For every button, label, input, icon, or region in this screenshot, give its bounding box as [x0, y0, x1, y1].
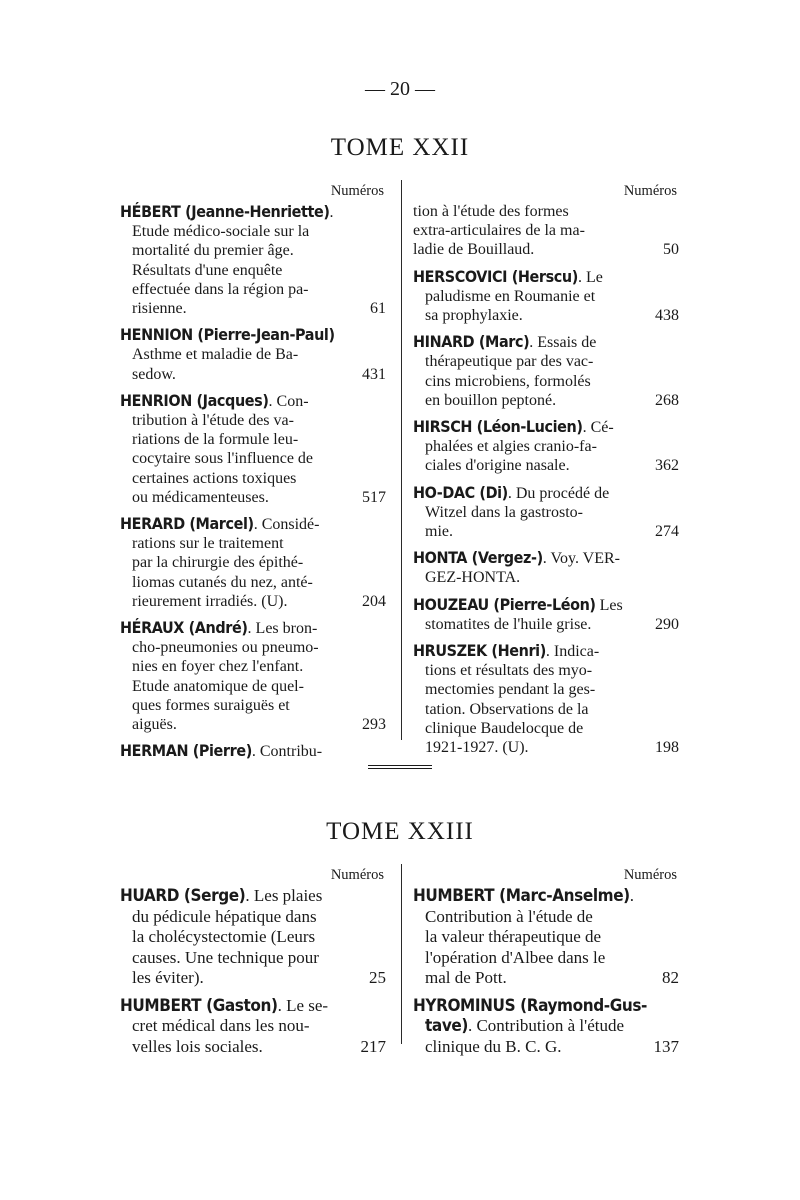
entry-line: [120, 618, 388, 638]
entry-text: (Serge). Les plaies: [179, 886, 323, 906]
entry-line: [413, 996, 681, 1017]
entry-text: (Di). Du procédé de: [474, 482, 610, 502]
entry-line: [120, 657, 388, 676]
left-column: [120, 180, 388, 768]
entry-line: [413, 927, 681, 948]
entry-text: (Herscu). Le: [507, 266, 603, 286]
index-entry: [120, 514, 388, 611]
author-name: HÉRAUX: [120, 618, 185, 638]
index-entry: [120, 741, 388, 761]
entry-text: ladie de Bouillaud.: [413, 241, 535, 259]
entry-text: (Vergez-). Voy. VER-: [467, 548, 620, 568]
entry-list: [413, 202, 681, 757]
entry-text: ciales d'origine nasale.: [425, 457, 570, 475]
entry-number: 198: [655, 739, 679, 757]
index-entry: [120, 886, 388, 989]
entry-line: [120, 638, 388, 657]
entry-line: [413, 1016, 681, 1037]
index-entry: [413, 548, 681, 587]
entry-line: [120, 573, 388, 592]
index-entry: [413, 996, 681, 1058]
entry-text: risienne.: [132, 300, 187, 318]
entry-line: [413, 267, 681, 287]
entry-line: [413, 700, 681, 719]
entry-line: [413, 680, 681, 699]
entry-line: [413, 568, 681, 587]
entry-line: [120, 430, 388, 449]
entry-number: 50: [663, 241, 679, 259]
section-rule: [368, 765, 432, 766]
entry-line: [120, 948, 388, 969]
author-name: HONTA: [413, 548, 468, 568]
entry-number: 204: [362, 592, 386, 610]
entry-line: [120, 365, 388, 384]
entry-text: (Raymond-Gus-: [515, 995, 647, 1016]
entry-line: [120, 280, 388, 299]
entry-text: sedow.: [132, 365, 176, 383]
entry-list: [120, 886, 388, 1057]
entry-text: (Marcel). Considé-: [184, 514, 320, 534]
entry-text: Asthme et maladie de Ba-: [132, 346, 299, 364]
entry-number: 217: [360, 1036, 386, 1056]
entry-line: [120, 886, 388, 907]
entry-text: mectomies pendant la ges-: [425, 681, 596, 699]
entry-line: [413, 968, 681, 989]
entry-text: tion à l'étude des formes: [413, 203, 569, 220]
entry-text: clinique du B. C. G.: [425, 1036, 562, 1056]
entry-line: [413, 615, 681, 634]
entry-line: [120, 514, 388, 534]
entry-text: nies en foyer chez l'enfant.: [132, 658, 304, 676]
entry-line: [120, 927, 388, 948]
entry-text: ou médicamenteuses.: [132, 488, 269, 506]
entry-line: [413, 948, 681, 969]
entry-text: liomas cutanés du nez, anté-: [132, 573, 313, 591]
entry-text: sa prophylaxie.: [425, 307, 523, 325]
column-header: Numéros: [330, 867, 384, 883]
index-entry: [413, 483, 681, 542]
entry-text: mie.: [425, 523, 453, 541]
entry-text: GEZ-HONTA.: [425, 569, 521, 587]
entry-number: 274: [655, 523, 679, 541]
entry-line: [120, 261, 388, 280]
index-entry: [120, 996, 388, 1058]
entry-line: [120, 741, 388, 761]
entry-line: [120, 411, 388, 430]
index-entry: [413, 595, 681, 634]
author-name: HÉBERT: [120, 202, 181, 221]
entry-line: [413, 306, 681, 325]
author-name: HUARD: [120, 886, 180, 906]
entry-text: tation. Observations de la: [425, 700, 589, 718]
entry-line: [413, 661, 681, 680]
entry-text: aiguës.: [132, 716, 177, 734]
entry-text: riations de la formule leu-: [132, 431, 299, 449]
author-name: HENNION: [120, 325, 193, 345]
entry-line: [120, 696, 388, 715]
index-entry: [413, 641, 681, 757]
entry-text: Etude anatomique de quel-: [132, 677, 304, 695]
entry-line: [120, 553, 388, 572]
entry-text: cocytaire sous l'influence de: [132, 450, 314, 468]
entry-line: [120, 907, 388, 928]
entry-line: [413, 907, 681, 928]
author-name: HERARD: [120, 514, 185, 534]
entry-text: (André). Les bron-: [184, 618, 318, 638]
entry-line: [413, 548, 681, 568]
entry-text: la valeur thérapeutique de: [425, 927, 602, 946]
tome-title: TOME XXII: [330, 134, 470, 161]
index-entry: [413, 886, 681, 989]
entry-line: [120, 715, 388, 734]
author-name: HOUZEAU: [413, 594, 489, 614]
entry-number: 61: [370, 300, 386, 318]
entry-text: cins microbiens, formolés: [425, 372, 591, 390]
entry-text: du pédicule hépatique dans: [132, 906, 317, 926]
entry-text: 1921-1927. (U).: [425, 739, 529, 757]
entry-text: tions et résultats des myo-: [425, 662, 593, 680]
entry-text: (Léon-Lucien). Cé-: [472, 417, 614, 437]
tome-title: TOME XXIII: [326, 818, 474, 845]
author-name: HERSCOVICI: [413, 266, 508, 286]
entry-number: 517: [362, 488, 386, 506]
entry-text: (Marc-Anselme).: [494, 886, 635, 906]
entry-line: [413, 240, 681, 259]
entry-line: [120, 449, 388, 468]
column-header: Numéros: [330, 183, 384, 199]
entry-text: certaines actions toxiques: [132, 469, 297, 487]
entry-text: ques formes suraiguës et: [132, 696, 290, 714]
entry-line: [120, 968, 388, 989]
entry-list: [413, 886, 681, 1057]
column-divider: [401, 180, 402, 740]
index-entry: [413, 267, 681, 326]
index-entry: [120, 391, 388, 507]
entry-line: [413, 372, 681, 391]
index-entry: [413, 202, 681, 260]
column-divider: [401, 864, 402, 1044]
entry-line: [413, 287, 681, 306]
entry-text: clinique Baudelocque de: [425, 719, 584, 737]
author-name: HENRION: [120, 390, 192, 410]
entry-text: (Jacques). Con-: [191, 390, 309, 410]
right-column: [413, 864, 681, 1064]
entry-line: [120, 325, 388, 345]
entry-line: [413, 738, 681, 757]
entry-number: 268: [655, 391, 679, 409]
entry-line: [413, 352, 681, 371]
entry-line: [120, 488, 388, 507]
entry-text: (Jeanne-Henriette).: [180, 202, 334, 221]
entry-line: [413, 221, 681, 240]
entry-text: cret médical dans les nou-: [132, 1016, 310, 1035]
entry-line: [120, 202, 388, 222]
entry-line: [413, 417, 681, 437]
entry-line: [120, 1037, 388, 1058]
entry-text: Witzel dans la gastrosto-: [425, 503, 583, 521]
entry-text: thérapeutique par des vac-: [425, 353, 594, 371]
entry-line: [120, 534, 388, 553]
column-header: Numéros: [623, 183, 677, 199]
entry-number: 82: [662, 968, 679, 987]
entry-text: (Gaston). Le se-: [201, 995, 329, 1016]
entry-text: (Pierre). Contribu-: [188, 741, 323, 761]
author-name: HIRSCH: [413, 417, 473, 437]
author-name: HERMAN: [120, 741, 189, 761]
entry-text: (Henri). Indica-: [486, 641, 600, 661]
entry-text: l'opération d'Albee dans le: [425, 947, 606, 967]
entry-text: effectuée dans la région pa-: [132, 280, 309, 298]
index-entry: [120, 202, 388, 318]
entry-text: paludisme en Roumanie et: [425, 287, 596, 305]
entry-text: tave). Contribution à l'étude: [425, 1016, 625, 1036]
entry-line: [120, 241, 388, 260]
entry-text: extra-articulaires de la ma-: [413, 222, 585, 240]
column-header: Numéros: [623, 867, 677, 883]
entry-line: [120, 592, 388, 611]
entry-line: [413, 391, 681, 410]
entry-text: mortalité du premier âge.: [132, 242, 294, 260]
entry-text: rations sur le traitement: [132, 535, 284, 553]
entry-text: les éviter).: [132, 968, 204, 987]
left-column: [120, 864, 388, 1064]
entry-text: par la chirurgie des épithé-: [132, 554, 304, 572]
entry-line: [120, 469, 388, 488]
entry-text: velles lois sociales.: [132, 1036, 263, 1056]
entry-number: 293: [362, 716, 386, 734]
entry-line: [413, 595, 681, 615]
entry-line: [413, 719, 681, 738]
entry-text: (Marc). Essais de: [474, 332, 597, 352]
entry-text: stomatites de l'huile grise.: [425, 615, 592, 633]
entry-text: causes. Une technique pour: [132, 947, 319, 967]
entry-text: tribution à l'étude des va-: [132, 412, 294, 430]
entry-line: [120, 299, 388, 318]
entry-line: [120, 996, 388, 1017]
author-name: HINARD: [413, 332, 475, 352]
entry-number: 431: [362, 365, 386, 383]
entry-number: 25: [369, 968, 386, 987]
entry-line: [120, 345, 388, 364]
entry-line: [120, 677, 388, 696]
section-rule: [368, 768, 432, 769]
entry-text: Etude médico-sociale sur la: [132, 223, 310, 241]
entry-line: [413, 332, 681, 352]
index-entry: [120, 325, 388, 384]
index-entry: [413, 332, 681, 410]
entry-text: Contribution à l'étude de: [425, 906, 593, 926]
entry-text: cho-pneumonies ou pneumo-: [132, 639, 319, 657]
entry-line: [120, 391, 388, 411]
entry-text: (Pierre-Jean-Paul): [192, 325, 335, 345]
entry-number: 290: [655, 615, 679, 633]
entry-line: [413, 503, 681, 522]
index-entry: [120, 618, 388, 734]
entry-number: 137: [653, 1036, 679, 1056]
entry-text: phalées et algies cranio-fa-: [425, 438, 597, 456]
author-name: HUMBERT: [413, 886, 495, 906]
entry-text: Résultats d'une enquête: [132, 261, 283, 279]
entry-line: [413, 202, 681, 221]
author-name: HO-DAC: [413, 482, 475, 502]
entry-line: [413, 522, 681, 541]
entry-list: [120, 202, 388, 761]
entry-line: [413, 641, 681, 661]
entry-text: rieurement irradiés. (U).: [132, 592, 288, 610]
entry-text: en bouillon peptoné.: [425, 391, 557, 409]
author-name: HUMBERT: [120, 995, 202, 1016]
entry-line: [413, 483, 681, 503]
entry-line: [120, 1016, 388, 1037]
entry-line: [413, 456, 681, 475]
entry-line: [413, 1037, 681, 1058]
entry-line: [413, 437, 681, 456]
page-number: — 20 —: [365, 78, 435, 100]
entry-number: 362: [655, 457, 679, 475]
author-name: HYROMINUS: [413, 995, 516, 1016]
index-entry: [413, 417, 681, 476]
entry-line: [120, 222, 388, 241]
entry-number: 438: [655, 307, 679, 325]
entry-line: [413, 886, 681, 907]
author-name: HRUSZEK: [413, 641, 487, 661]
entry-text: mal de Pott.: [425, 968, 507, 987]
entry-text: (Pierre-Léon) Les: [488, 594, 623, 614]
entry-text: la cholécystectomie (Leurs: [132, 927, 316, 946]
right-column: [413, 180, 681, 764]
